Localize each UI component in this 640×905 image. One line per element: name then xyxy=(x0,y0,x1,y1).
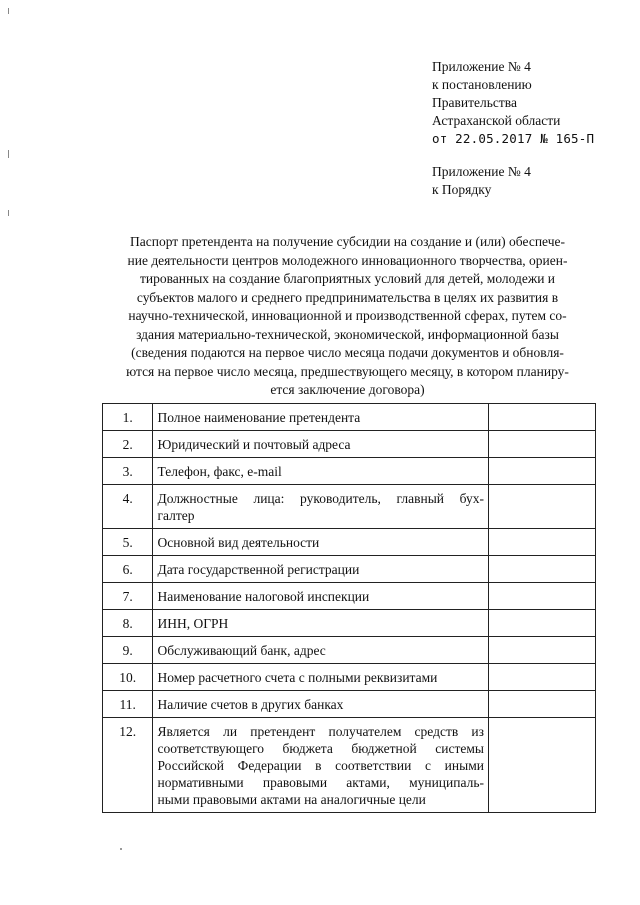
appendix-header xyxy=(432,163,632,199)
row-number: 7. xyxy=(103,583,153,610)
row-label-line: нормативными правовыми актами, муниципаль- xyxy=(157,775,484,790)
row-number: 10. xyxy=(103,664,153,691)
row-label xyxy=(153,610,489,637)
table-row xyxy=(103,458,596,485)
row-label-line: Телефон, факс, e-mail xyxy=(157,464,282,479)
row-label-line: соответствующего бюджета бюджетной системы xyxy=(157,741,484,756)
table-row xyxy=(103,431,596,458)
row-label xyxy=(153,458,489,485)
row-label xyxy=(153,431,489,458)
table-row xyxy=(103,691,596,718)
row-label xyxy=(153,556,489,583)
scan-artifact xyxy=(8,150,9,158)
row-value-cell[interactable] xyxy=(488,664,595,691)
title-line: (сведения подаются на первое число месяца подачи документов и обновля- xyxy=(131,345,564,360)
row-label-line: Номер расчетного счета с полными реквизитами xyxy=(157,670,438,685)
row-label-line: ными правовыми актами на аналогичные цели xyxy=(157,792,426,807)
row-label-line: Должностные лица: руководитель, главный бух- xyxy=(157,491,484,506)
table-row xyxy=(103,583,596,610)
row-value-cell[interactable] xyxy=(488,431,595,458)
row-label-line: Российской Федерации в соответствии с иными xyxy=(157,758,484,773)
row-value-cell[interactable] xyxy=(488,691,595,718)
row-label-line: Наличие счетов в других банках xyxy=(157,697,344,712)
table-row xyxy=(103,404,596,431)
row-value-cell[interactable] xyxy=(488,583,595,610)
row-label xyxy=(153,529,489,556)
row-value-cell[interactable] xyxy=(488,458,595,485)
row-value-cell[interactable] xyxy=(488,610,595,637)
row-label-line: Полное наименование претендента xyxy=(157,410,361,425)
row-label-line: Является ли претендент получателем средств из xyxy=(157,724,484,739)
table-row xyxy=(103,485,596,529)
row-label-line: Юридический и почтовый адреса xyxy=(157,437,351,452)
row-number: 6. xyxy=(103,556,153,583)
table-row xyxy=(103,637,596,664)
title-line: ется заключение договора) xyxy=(270,382,425,397)
scan-artifact xyxy=(8,210,9,216)
title-line: тированных на создание благоприятных условий для детей, молодежи и xyxy=(139,271,556,286)
table-row xyxy=(103,718,596,813)
title-line: ние деятельности центров молодежного инновационного творчества, ориен- xyxy=(127,252,568,268)
row-label xyxy=(153,664,489,691)
document-title xyxy=(100,233,595,400)
header-line: Приложение № 4 xyxy=(432,59,531,74)
row-value-cell[interactable] xyxy=(488,485,595,529)
header-date-line: от 22.05.2017 № 165-П xyxy=(432,131,595,146)
row-label xyxy=(153,718,489,813)
row-value-cell[interactable] xyxy=(488,637,595,664)
row-number: 2. xyxy=(103,431,153,458)
header-line: Правительства xyxy=(432,95,517,110)
header-line: Астраханской области xyxy=(432,113,561,128)
row-label xyxy=(153,691,489,718)
row-label xyxy=(153,583,489,610)
title-line: субъектов малого и среднего предпринимательства в целях их развития в xyxy=(136,289,559,305)
row-value-cell[interactable] xyxy=(488,404,595,431)
row-label-line: Дата государственной регистрации xyxy=(157,562,360,577)
passport-table xyxy=(102,403,596,813)
row-number: 1. xyxy=(103,404,153,431)
title-line: здания материально-технической, экономической, информационной базы xyxy=(136,326,559,342)
table-row xyxy=(103,610,596,637)
header-line: к постановлению xyxy=(432,77,532,92)
row-label xyxy=(153,485,489,529)
title-line: ются на первое число месяца, предшествующего месяцу, в котором планиру- xyxy=(126,363,569,379)
row-label-line: Обслуживающий банк, адрес xyxy=(157,643,326,658)
table-row xyxy=(103,664,596,691)
row-number: 3. xyxy=(103,458,153,485)
row-value-cell[interactable] xyxy=(488,718,595,813)
row-number: 4. xyxy=(103,485,153,529)
row-label-line: Наименование налоговой инспекции xyxy=(157,589,370,604)
scan-artifact xyxy=(120,848,122,850)
title-line: научно-технической, инновационной и производственной сферах, путем со- xyxy=(128,308,567,323)
header-line: Приложение № 4 xyxy=(432,164,531,179)
approval-header xyxy=(432,58,632,148)
row-number: 8. xyxy=(103,610,153,637)
row-value-cell[interactable] xyxy=(488,556,595,583)
row-number: 12. xyxy=(103,718,153,813)
row-number: 9. xyxy=(103,637,153,664)
header-line: к Порядку xyxy=(432,182,492,197)
table-row xyxy=(103,556,596,583)
title-line: Паспорт претендента на получение субсидии на создание и (или) обеспече- xyxy=(130,234,565,249)
row-label-line: ИНН, ОГРН xyxy=(157,616,229,631)
row-label xyxy=(153,637,489,664)
row-number: 5. xyxy=(103,529,153,556)
row-label-line: галтер xyxy=(157,508,195,523)
passport-table-body xyxy=(103,404,596,813)
row-label xyxy=(153,404,489,431)
row-value-cell[interactable] xyxy=(488,529,595,556)
table-row xyxy=(103,529,596,556)
row-label-line: Основной вид деятельности xyxy=(157,535,320,550)
row-number: 11. xyxy=(103,691,153,718)
scan-artifact xyxy=(8,8,9,14)
